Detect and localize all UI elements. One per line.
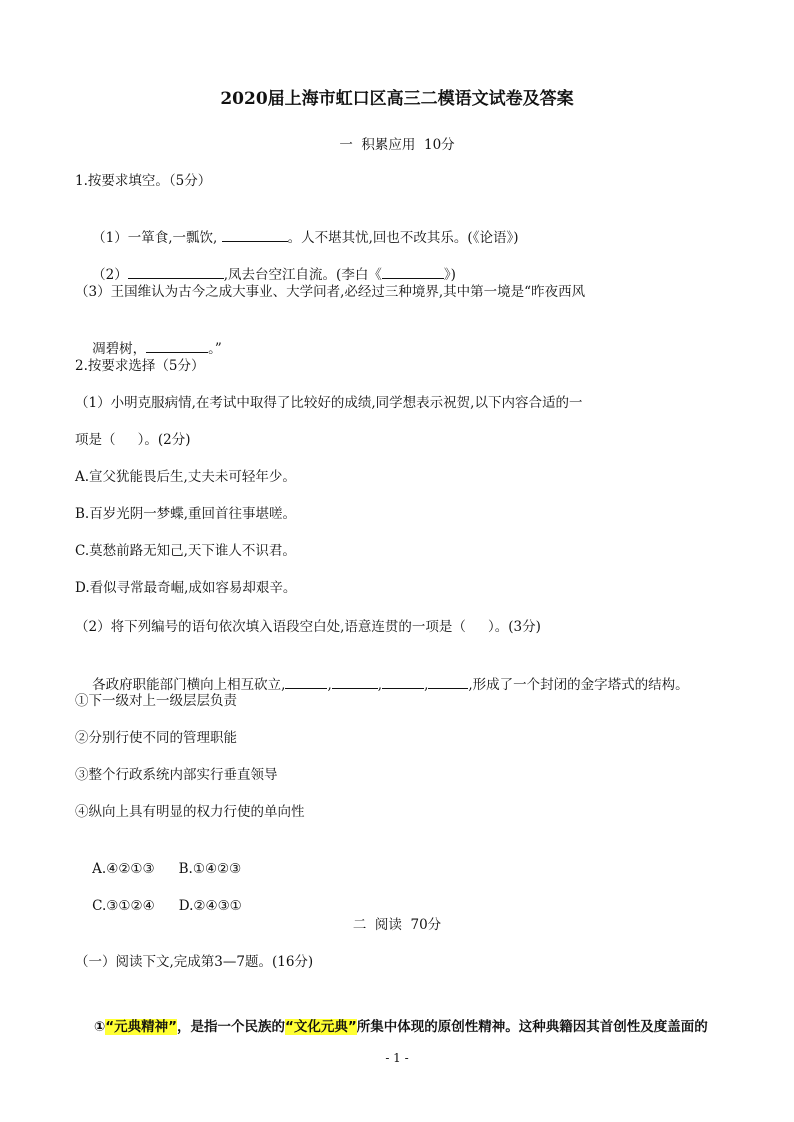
- answer-blank[interactable]: [332, 674, 378, 689]
- q1-item2-text-c: 》): [443, 267, 456, 283]
- q2-label: 2.按要求选择（5分）: [75, 358, 205, 374]
- q1-item3-text-a: 凋碧树，: [92, 341, 147, 357]
- q1-item1-text-a: （1）一箪食,一瓢饮,: [92, 230, 222, 246]
- comma: ,: [424, 677, 429, 693]
- section2-heading: 二 阅读 70分: [352, 917, 442, 933]
- paragraph-text-2: 所集中体现的原创性精神。这种典籍因其首创性及度盖面的: [356, 1019, 708, 1035]
- answer-b: B.①④②③: [178, 861, 242, 877]
- q2-sub1-line2: 项是（ ）。(2分): [75, 432, 191, 448]
- sentence-4: ④纵向上具有明显的权力行使的单向性: [75, 804, 305, 820]
- passage-text-b: ,形成了一个封闭的金字塔式的结构。: [468, 677, 689, 693]
- q1-item3-text-b: 。”: [208, 341, 222, 357]
- paragraph-number: ①: [93, 1019, 106, 1035]
- q2-sub2-line1: （2）将下列编号的语句依次填入语段空白处,语意连贯的一项是（ ）。(3分): [75, 619, 541, 635]
- answer-d: D.②④③①: [178, 898, 242, 914]
- highlighted-term-2: “文化元典”: [285, 1019, 357, 1035]
- passage-text-a: 各政府职能部门横向上相互砍立,: [92, 677, 286, 693]
- option-a: A.宣父犹能畏后生,丈夫未可轻年少。: [75, 469, 296, 485]
- q1-item1-text-b: 。人不堪其忧,回也不改其乐。(《论语》): [287, 230, 519, 246]
- sentence-2: ②分别行使不同的管理职能: [75, 730, 237, 746]
- q1-item2-text-a: （2）: [92, 267, 128, 283]
- q2-sub1-line1: （1）小明克服病情,在考试中取得了比较好的成绩,同学想表示祝贺,以下内容合适的一: [75, 395, 583, 411]
- option-d: D.看似寻常最奇崛,成如容易却艰辛。: [75, 580, 297, 596]
- answer-blank[interactable]: [285, 674, 327, 689]
- page-title: 2020届上海市虹口区高三二模语文试卷及答案: [220, 89, 574, 109]
- q1-label: 1.按要求填空。（5分）: [75, 173, 212, 189]
- q1-item2-text-b: ,凤去台空江自流。(李白《: [223, 267, 382, 283]
- option-b: B.百岁光阴一梦蝶,重回首往事堪嗟。: [75, 506, 297, 522]
- answer-c: C.③①②④: [92, 898, 155, 914]
- answer-blank[interactable]: [428, 674, 468, 689]
- sentence-1: ①下一级对上一级层层负责: [75, 693, 237, 709]
- answer-blank[interactable]: [128, 264, 224, 279]
- answer-blank[interactable]: [222, 227, 288, 242]
- highlighted-term-1: “元典精神”: [105, 1019, 177, 1035]
- section1-heading: 一 积累应用 10分: [339, 137, 455, 153]
- answer-blank[interactable]: [382, 264, 444, 279]
- paragraph-text-1: ，是指一个民族的: [177, 1019, 285, 1035]
- sentence-3: ③整个行政系统内部实行垂直领导: [75, 767, 278, 783]
- comma: ,: [327, 677, 332, 693]
- answer-a: A.④②①③: [92, 861, 155, 877]
- reading-paragraph-1: [75, 1000, 708, 1054]
- comma: ,: [377, 677, 383, 693]
- q1-item3-line1: （3）王国维认为古今之成大事业、大学问者,必经过三种境界,其中第一境是“昨夜西风: [75, 284, 586, 300]
- answer-blank[interactable]: [382, 674, 424, 689]
- reading-part1-label: （一）阅读下文,完成第3—7题。(16分): [75, 954, 314, 970]
- answer-blank[interactable]: [146, 338, 208, 353]
- page-number: - 1 -: [385, 1051, 409, 1065]
- option-c: C.莫愁前路无知己,天下谁人不识君。: [75, 543, 296, 559]
